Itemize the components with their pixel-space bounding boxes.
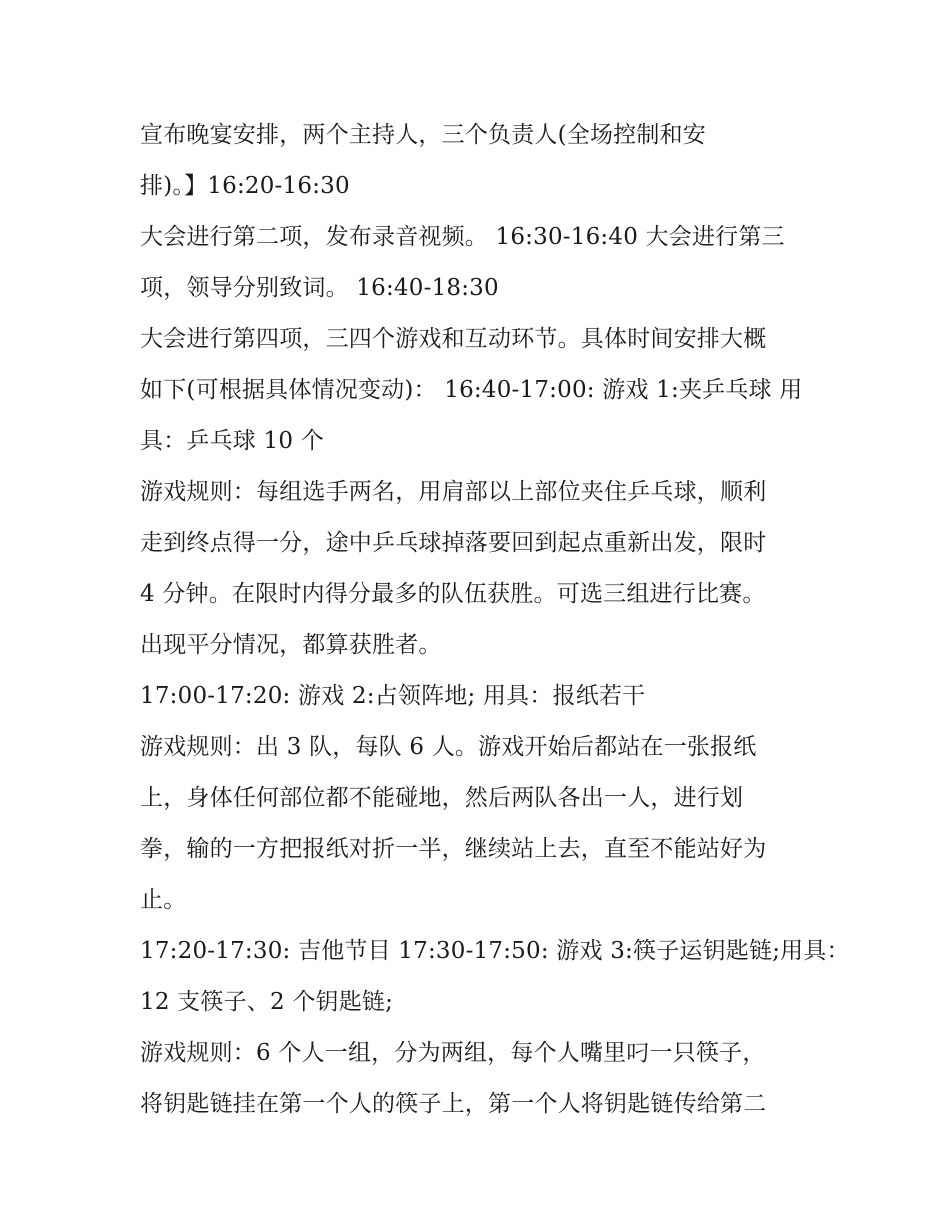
text-line: 排)。】16:20-16:30 — [140, 173, 350, 199]
text-line: 游戏规则：出 3 队，每队 6 人。游戏开始后都站在一张报纸 — [140, 734, 757, 760]
text-line: 17:20-17:30: 吉他节目 17:30-17:50: 游戏 3:筷子运钥匙链;用具： — [140, 938, 850, 964]
text-line: 大会进行第四项，三四个游戏和互动环节。具体时间安排大概 — [140, 326, 767, 352]
text-line: 12 支筷子、2 个钥匙链; — [140, 989, 394, 1015]
text-line: 大会进行第二项，发布录音视频。 16:30-16:40 大会进行第三 — [140, 224, 785, 250]
text-line: 出现平分情况，都算获胜者。 — [140, 632, 442, 658]
text-line: 上，身体任何部位都不能碰地，然后两队各出一人，进行划 — [140, 785, 744, 811]
text-line: 拳，输的一方把报纸对折一半，继续站上去，直至不能站好为 — [140, 836, 767, 862]
text-line: 17:00-17:20: 游戏 2:占领阵地; 用具：报纸若干 — [140, 683, 646, 709]
text-line: 走到终点得一分，途中乒乓球掉落要回到起点重新出发，限时 — [140, 530, 767, 556]
text-line: 止。 — [140, 887, 187, 913]
text-line: 游戏规则：6 个人一组，分为两组，每个人嘴里叼一只筷子， — [140, 1040, 766, 1066]
text-line: 如下(可根据具体情况变动)： 16:40-17:00: 游戏 1:夹乒乓球 用 — [140, 377, 803, 403]
text-line: 将钥匙链挂在第一个人的筷子上，第一个人将钥匙链传给第二 — [140, 1091, 767, 1117]
document-body — [140, 110, 850, 1130]
text-line: 4 分钟。在限时内得分最多的队伍获胜。可选三组进行比赛。 — [140, 581, 766, 607]
text-line: 游戏规则：每组选手两名，用肩部以上部位夹住乒乓球，顺利 — [140, 479, 767, 505]
text-line: 项，领导分别致词。 16:40-18:30 — [140, 275, 499, 301]
text-line: 宣布晚宴安排，两个主持人，三个负责人(全场控制和安 — [140, 122, 706, 148]
text-line: 具：乒乓球 10 个 — [140, 428, 324, 454]
